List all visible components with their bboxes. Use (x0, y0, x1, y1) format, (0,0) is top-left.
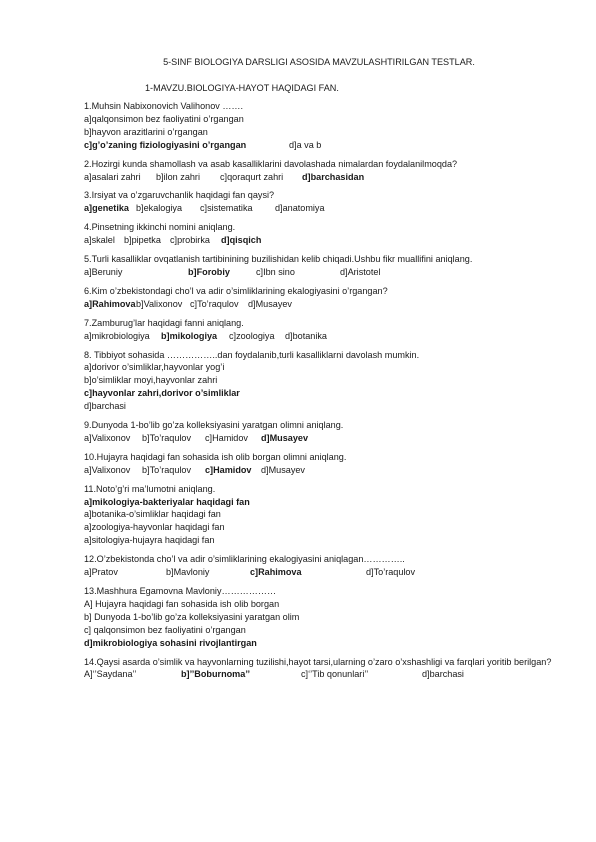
option-b: b]o’simliklar moyi,hayvonlar zahri (84, 375, 218, 386)
option-c: c]probirka (170, 235, 210, 246)
option-c-correct: c]hayvonlar zahri,dorivor o’simliklar (84, 388, 240, 399)
question-text: 6.Kim o’zbekistondagi cho’l va adir o’simliklarining ekalogiyasini o’rgangan? (84, 285, 388, 296)
document-title: 5-SINF BIOLOGIYA DARSLIGI ASOSIDA MAVZULASHTIRILGAN TESTLAR. (163, 57, 475, 67)
option-a-correct: a]Rahimova (84, 298, 136, 309)
option-d: d]To’raqulov (366, 567, 416, 578)
option-a: a]Beruniy (84, 266, 123, 277)
question-text: 12.O’zbekistonda cho’l va adir o’simliklarining ekalogiyasini aniqlagan………….. (84, 554, 405, 565)
option-c: c]zoologiya (229, 330, 275, 341)
question-7 (84, 317, 564, 343)
option-a: a]qalqonsimon bez faoliyatini o’rgangan (84, 113, 244, 124)
question-text: 7.Zamburug’lar haqidagi fanni aniqlang. (84, 317, 244, 328)
question-text: 3.Irsiyat va o’zgaruvchanlik haqidagi fan qaysi? (84, 190, 275, 201)
option-a: a]Pratov (84, 567, 118, 578)
question-8 (84, 349, 564, 414)
question-9 (84, 419, 564, 445)
question-text: 8. Tibbiyot sohasida ……………..dan foydalanib,turli kasalliklarni davolash mumkin. (84, 349, 420, 360)
option-a: a]skalel (84, 235, 115, 246)
option-c: c]To’raqulov (190, 298, 239, 309)
option-b-correct: b]’’Boburnoma’’ (181, 669, 251, 680)
option-b: b]hayvon arazitlarini o’rgangan (84, 126, 208, 137)
option-b: b]Valixonov (136, 298, 183, 309)
question-text: 9.Dunyoda 1-bo’lib go’za kolleksiyasini yaratgan olimni aniqlang. (84, 420, 344, 431)
option-d: d]barchasi (84, 401, 126, 412)
option-a: a]mikrobiologiya (84, 330, 150, 341)
question-text: 5.Turli kasalliklar ovqatlanish tartibinining buzilishidan kelib chiqadi.Ushbu fikr muallifini aniqlang. (84, 254, 473, 265)
option-d: d]Aristotel (340, 266, 381, 277)
option-a: a]botanika-o’simliklar haqidagi fan (84, 509, 221, 520)
option-c: c] qalqonsimon bez faoliyatini o’rgangan (84, 624, 246, 635)
option-c-correct: c]Rahimova (250, 567, 302, 578)
options-row (84, 464, 564, 477)
option-b: b]Mavloniy (166, 567, 210, 578)
option-a: a]Valixonov (84, 464, 131, 475)
question-12 (84, 553, 564, 579)
question-text: 2.Hozirgi kunda shamollash va asab kasalliklarini davolashada nimalardan foydalanilmoqda? (84, 158, 458, 169)
option-a: a]asalari zahri (84, 171, 141, 182)
options-row (84, 234, 564, 247)
option-b-correct: b]mikologiya (161, 330, 218, 341)
option-d: d]a va b (289, 139, 322, 150)
option-b: b]ilon zahri (156, 171, 200, 182)
option-b: b]ekalogiya (136, 203, 183, 214)
options-row (84, 432, 564, 445)
option-d: d]Musayev (261, 464, 305, 475)
topic-title: 1-MAVZU.BIOLOGIYA-HAYOT HAQIDAGI FAN. (145, 83, 339, 93)
option-d-correct: d]qisqich (221, 235, 262, 246)
options-row (84, 298, 564, 311)
question-10 (84, 451, 564, 477)
question-11 (84, 483, 564, 548)
options-row (84, 171, 564, 184)
option-d: d]Musayev (248, 298, 292, 309)
option-d: d]barchasi (422, 669, 464, 680)
option-a: a]dorivor o’simliklar,hayvonlar yog’i (84, 362, 225, 373)
question-5 (84, 253, 564, 279)
option-b-correct: b]Forobiy (188, 266, 230, 277)
options-row (84, 668, 564, 681)
option-b: b]To’raqulov (142, 464, 192, 475)
options-row (84, 566, 564, 579)
option-a: A] Hujayra haqidagi fan sohasida ish olib borgan (84, 598, 280, 609)
option-a: a]zoologiya-hayvonlar haqidagi fan (84, 522, 225, 533)
question-3 (84, 189, 564, 215)
question-text: 14.Qaysi asarda o’simlik va hayvonlarning tuzilishi,hayot tarsi,ularning o’zaro o’xshashligi va farqlari yoritib berilgan? (84, 656, 552, 667)
question-text: 1.Muhsin Nabixonovich Valihonov ……. (84, 101, 244, 111)
question-6 (84, 285, 564, 311)
option-d-correct: d]Musayev (261, 432, 309, 443)
question-2 (84, 158, 564, 184)
option-c-correct: c]Hamidov (205, 464, 252, 475)
option-d-correct: d]barchasidan (302, 171, 365, 182)
question-13 (84, 585, 564, 650)
option-a-correct: a]mikologiya-bakteriyalar haqidagi fan (84, 496, 250, 507)
option-a: a]sitologiya-hujayra haqidagi fan (84, 535, 215, 546)
option-c: c]‘’Tib qonunlari’’ (301, 669, 369, 680)
option-c: c]Ibn sino (256, 266, 295, 277)
question-4 (84, 221, 564, 247)
option-b: b]pipetka (124, 235, 161, 246)
question-text: 13.Mashhura Egamovna Mavloniy……………… (84, 586, 277, 596)
option-b: b] Dunyoda 1-bo’lib go’za kolleksiyasini yaratgan olim (84, 611, 300, 622)
option-a-correct: a]genetika (84, 203, 129, 214)
options-row (84, 330, 564, 343)
option-a: a]Valixonov (84, 432, 131, 443)
question-1 (84, 100, 564, 152)
option-d-correct: d]mikrobiologiya sohasini rivojlantirgan (84, 637, 257, 648)
question-text: 11.Noto’g’ri ma’lumotni aniqlang. (84, 483, 216, 494)
option-c-correct: c]g’o’zaning fiziologiyasini o’rgangan (84, 139, 247, 150)
option-a: A]‘’Saydana’’ (84, 669, 137, 680)
options-row (84, 266, 564, 279)
option-d: d]botanika (285, 330, 327, 341)
question-text: 10.Hujayra haqidagi fan sohasida ish olib borgan olimni aniqlang. (84, 451, 347, 462)
question-text: 4.Pinsetning ikkinchi nomini aniqlang. (84, 222, 236, 233)
options-row (84, 202, 564, 215)
option-d: d]anatomiya (275, 203, 325, 214)
options-row (84, 139, 564, 152)
test-questions (84, 100, 564, 687)
question-14 (84, 656, 564, 682)
option-c: c]qoraqurt zahri (220, 171, 284, 182)
option-c: c]sistematika (200, 203, 253, 214)
option-c: c]Hamidov (205, 432, 248, 443)
option-b: b]To’raqulov (142, 432, 192, 443)
